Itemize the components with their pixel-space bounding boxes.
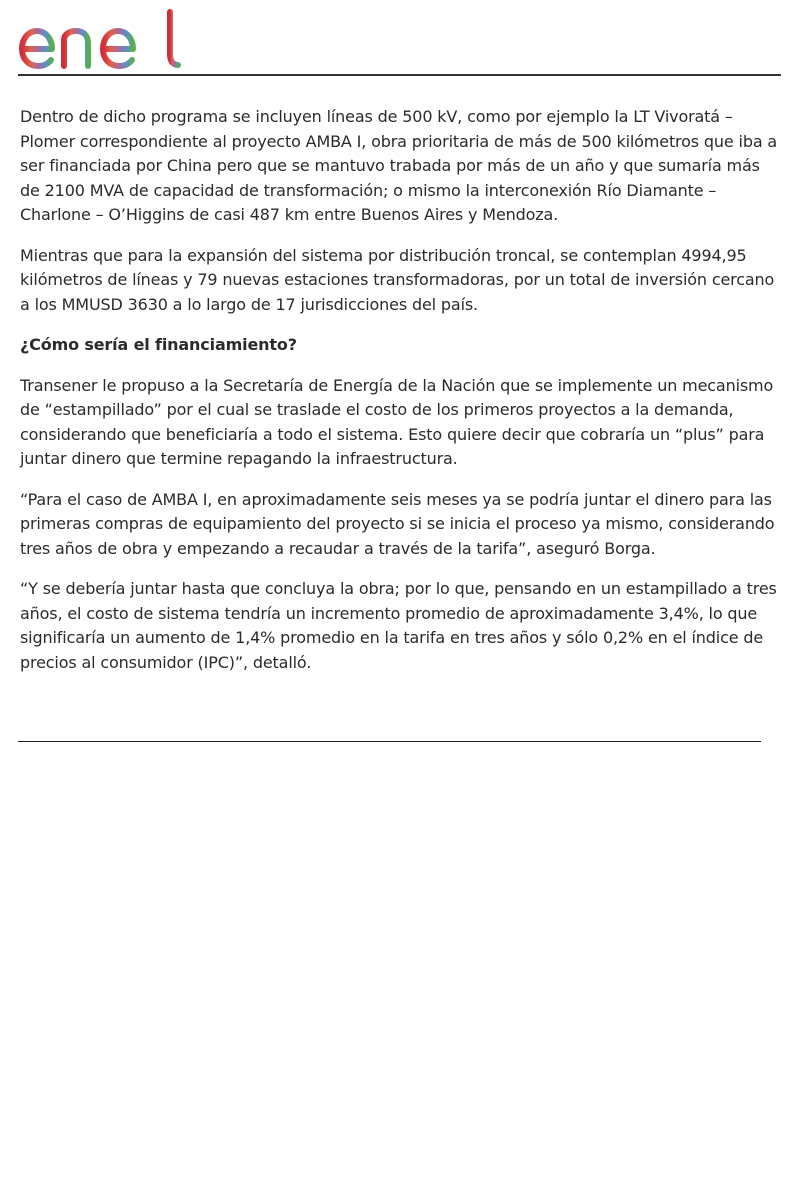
article-paragraph: Transener le propuso a la Secretaría de Energía de la Nación que se implemente un mecanismo de “estampillado” por el cual se traslade el costo de los primeros proyectos a la demanda, considerando que beneficiaría a todo el sistema. Esto quiere decir que cobraría un “plus” para juntar dinero que termine repagando la infraestructura. [20, 375, 774, 468]
article-body [20, 105, 778, 691]
page-header [18, 8, 781, 74]
footer-divider [18, 741, 761, 742]
header-divider [18, 74, 781, 76]
article-paragraph: “Y se debería juntar hasta que concluya la obra; por lo que, pensando en un estampillado a tres años, el costo de sistema tendría un incremento promedio de aproximadamente 3,4%, lo que significaría un aumento de 1,4% promedio en la tarifa en tres años y sólo 0,2% en el índice de precios al consumidor (IPC)”, detalló. [20, 579, 777, 672]
article-paragraph: “Para el caso de AMBA I, en aproximadamente seis meses ya se podría juntar el dinero para las primeras compras de equipamiento del proyecto si se inicia el proceso ya mismo, considerando tres años de obra y empezando a recaudar a través de la tarifa”, aseguró Borga. [20, 489, 775, 558]
article-paragraph: Mientras que para la expansión del sistema por distribución troncal, se contemplan 4994,95 kilómetros de líneas y 79 nuevas estaciones transformadoras, por un total de inversión cercano a los MMUSD 3630 a lo largo de 17 jurisdicciones del país. [20, 245, 775, 314]
article-subheading: ¿Cómo sería el financiamiento? [20, 335, 297, 354]
article-paragraph: Dentro de dicho programa se incluyen líneas de 500 kV, como por ejemplo la LT Vivoratá – Plomer correspondiente al proyecto AMBA I, obra prioritaria de más de 500 kilómetros que iba a ser financiada por China pero que se mantuvo trabada por más de un año y que sumaría más de 2100 MVA de capacidad de transformación; o mismo la interconexión Río Diamante – Charlone – O’Higgins de casi 487 km entre Buenos Aires y Mendoza. [20, 107, 778, 224]
enel-logo[interactable] [18, 8, 183, 70]
